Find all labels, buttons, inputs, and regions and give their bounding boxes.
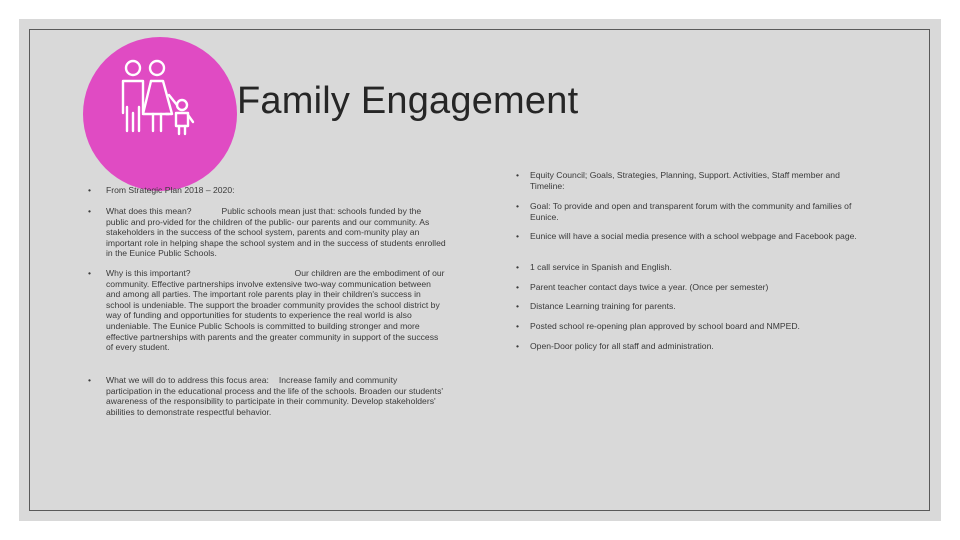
bullet-marker: • [516,321,520,331]
bullet-body: Our children are the embodiment of our community. Effective partnerships involve extensive two-way communication between and among all parties. The important role parents play in their children's success in school is undeniable. The support the broader community provides the school district by way of funding and opportunities for students to experience the real world is also undeniable. The Eunice Public Schools is committed to building stronger and more effective partnerships with parents and the greater community in support of the success of every student. [106,268,445,353]
bullet-marker: • [516,201,520,211]
bullet-text: Posted school re-opening plan approved by school board and NMPED. [530,321,800,331]
bullet-text [106,268,446,353]
bullet-lead: What does this mean? [106,206,192,216]
bullet-marker: • [516,262,520,272]
list-item [516,170,860,191]
bullet-marker: • [88,206,92,216]
bullet-body: Public schools mean just that: schools funded by the public and pro-vided for the children of the public- our parents and our community. As stakeholders in the success of the school system, parents and com-munity play an important role in helping shape the school system and in the success of students enrolled in the Eunice Public Schools. [106,206,446,259]
bullet-text: Distance Learning training for parents. [530,301,676,311]
bullet-text [106,206,446,259]
bullet-marker: • [516,301,520,311]
list-item [516,201,860,222]
list-item [516,282,860,293]
list-item [88,375,446,417]
bullet-text: Eunice will have a social media presence with a school webpage and Facebook page. [530,231,857,241]
bullet-marker: • [516,282,520,292]
bullet-marker: • [88,185,92,195]
bullet-text [106,375,446,417]
bullet-marker: • [88,268,92,278]
bullet-text: Open-Door policy for all staff and administration. [530,341,714,351]
bullet-lead: What we will do to address this focus area: [106,375,269,385]
list-item [516,341,860,352]
slide-title: Family Engagement [237,80,579,122]
list-item [516,321,860,332]
family-icon [83,37,237,191]
bullet-text: 1 call service in Spanish and English. [530,262,672,272]
bullet-text: Goal: To provide and open and transparent forum with the community and families of Eunice. [530,201,852,222]
bullet-body: Increase family and community participation in the educational process and the life of the schools. Broaden our students' awareness of the responsibility to participate in their community. Develop stakeholders' abilities to demonstrate respectful behavior. [106,375,444,417]
bullet-marker: • [88,375,92,385]
icon-badge [83,37,237,191]
list-item [88,206,446,259]
list-item [516,301,860,312]
list-item [516,262,860,273]
bullet-marker: • [516,170,520,180]
list-item [516,231,860,242]
bullet-lead: Why is this important? [106,268,191,278]
bullet-text: From Strategic Plan 2018 – 2020: [106,185,235,195]
bullet-text: Equity Council; Goals, Strategies, Planning, Support. Activities, Staff member and Timeline: [530,170,840,191]
bullet-text: Parent teacher contact days twice a year. (Once per semester) [530,282,769,292]
list-item [88,185,446,196]
bullet-marker: • [516,341,520,351]
list-item [88,268,446,353]
bullet-marker: • [516,231,520,241]
